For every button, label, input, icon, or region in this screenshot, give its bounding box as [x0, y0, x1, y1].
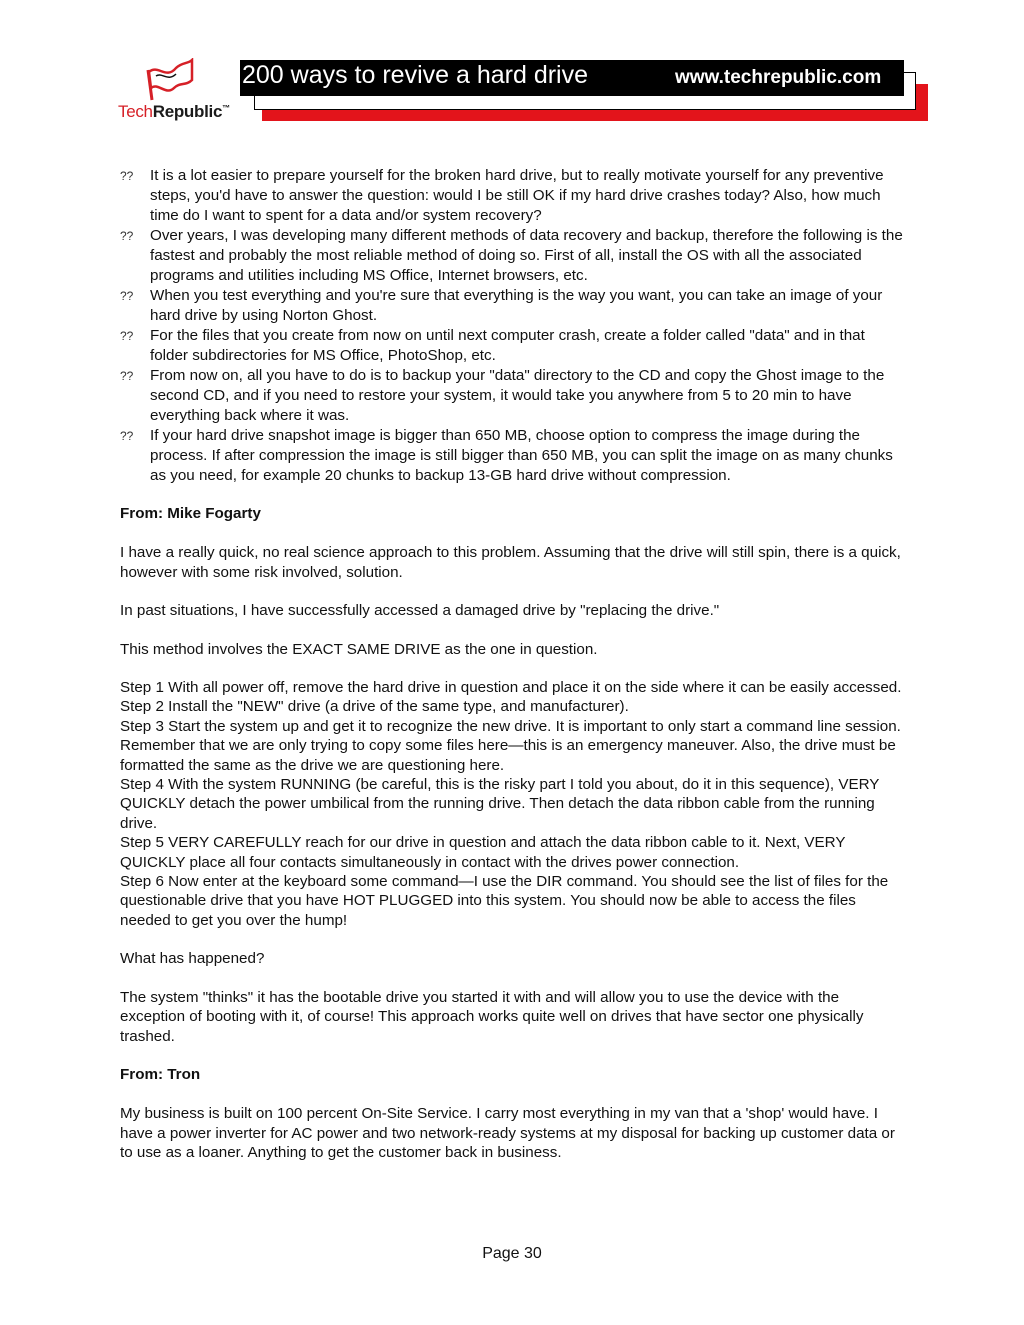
list-item: ?? From now on, all you have to do is to backup your "data" directory to the CD and copy the Ghost image to the second CD, and if you need to restore your system, it would take you anywhere from 5 to 20 min to have everything back where it was.: [120, 367, 885, 424]
steps-list: [120, 678, 904, 930]
logo-tech-text: Tech: [118, 102, 153, 121]
paragraph: I have a really quick, no real science approach to this problem. Assuming that the drive will still spin, there is a quick, however with some risk involved, solution.: [120, 544, 901, 581]
paragraph: What has happened?: [120, 950, 265, 968]
flag-icon: [146, 58, 196, 102]
list-item: ?? If your hard drive snapshot image is bigger than 650 MB, choose option to compress the image during the process. If after compression the image is still bigger than 650 MB, you can split the image on as many chunks as you need, for example 20 chunks to backup 13-GB hard drive without compression.: [120, 427, 893, 484]
techrepublic-logo: [118, 58, 234, 124]
list-item: ?? It is a lot easier to prepare yourself for the broken hard drive, but to really motivate yourself for any preventive steps, you'd have to answer the question: would I be still OK if my hard drive crashes today? Also, how much time do I want to spent for a data and/or system recovery?: [120, 167, 884, 224]
list-item: ?? For the files that you create from now on until next computer crash, create a folder called "data" and in that folder subdirectories for MS Office, PhotoShop, etc.: [120, 327, 865, 364]
paragraph: The system "thinks" it has the bootable drive you started it with and will allow you to use the device with the exception of booting with it, of course! This approach works quite well on drives that have sector one physically trashed.: [120, 988, 864, 1045]
step-6: Step 6 Now enter at the keyboard some command—I use the DIR command. You should see the list of files for the questionable drive that you have HOT PLUGGED into this system. You should now be able to access the files needed to get you over the hump!: [120, 873, 889, 929]
list-item: ?? Over years, I was developing many different methods of data recovery and backup, therefore the following is the fastest and probably the most reliable method of doing so. First of all, install the OS with all the associated programs and utilities including MS Office, Internet browsers, etc.: [120, 227, 903, 284]
section-heading-mike-fogarty: From: Mike Fogarty: [120, 505, 261, 522]
site-url: www.techrepublic.com: [675, 67, 882, 88]
document-title: 200 ways to revive a hard drive: [242, 61, 589, 89]
logo-republic-text: Republic: [152, 102, 223, 121]
step-3: Step 3 Start the system up and get it to recognize the new drive. It is important to only start a command line session. Remember that we are only trying to copy some files here—this is an emergency maneuver. Also, the drive must be formatted the same as the drive we are questioning here.: [120, 717, 901, 774]
bullet-marker: ??: [120, 369, 134, 383]
paragraph: My business is built on 100 percent On-Site Service. I carry most everything in my van that a 'shop' would have. I have a power inverter for AC power and two network-ready systems at my disposal for backing up customer data or to use as a loaner. Anything to get the customer back in business.: [120, 1105, 895, 1162]
bullet-marker: ??: [120, 169, 134, 183]
page-content: [120, 166, 904, 1163]
step-5: Step 5 VERY CAREFULLY reach for our drive in question and attach the data ribbon cable to it. Next, VERY QUICKLY place all four contacts simultaneously in contact with the drives power connection.: [120, 834, 846, 871]
step-4: Step 4 With the system RUNNING (be careful, this is the risky part I told you about, do it in this sequence), VERY QUICKLY detach the power umbilical from the running drive. Then detach the data ribbon cable from the running drive.: [120, 776, 880, 832]
page-number: Page 30: [482, 1245, 542, 1262]
step-2: Step 2 Install the "NEW" drive (a drive of the same type, and manufacturer).: [120, 698, 629, 716]
paragraph: This method involves the EXACT SAME DRIVE as the one in question.: [120, 640, 598, 658]
bullet-marker: ??: [120, 429, 134, 443]
bullet-marker: ??: [120, 289, 134, 303]
step-1: Step 1 With all power off, remove the hard drive in question and place it on the side where it can be easily accessed.: [120, 679, 902, 696]
bullet-list: [120, 166, 904, 486]
bullet-marker: ??: [120, 229, 134, 243]
logo-trademark: ™: [222, 103, 230, 113]
bullet-marker: ??: [120, 329, 134, 343]
paragraph: In past situations, I have successfully accessed a damaged drive by "replacing the drive.": [120, 602, 720, 619]
list-item: ?? When you test everything and you're sure that everything is the way you want, you can take an image of your hard drive by using Norton Ghost.: [120, 287, 883, 324]
section-heading-tron: From: Tron: [120, 1066, 201, 1084]
